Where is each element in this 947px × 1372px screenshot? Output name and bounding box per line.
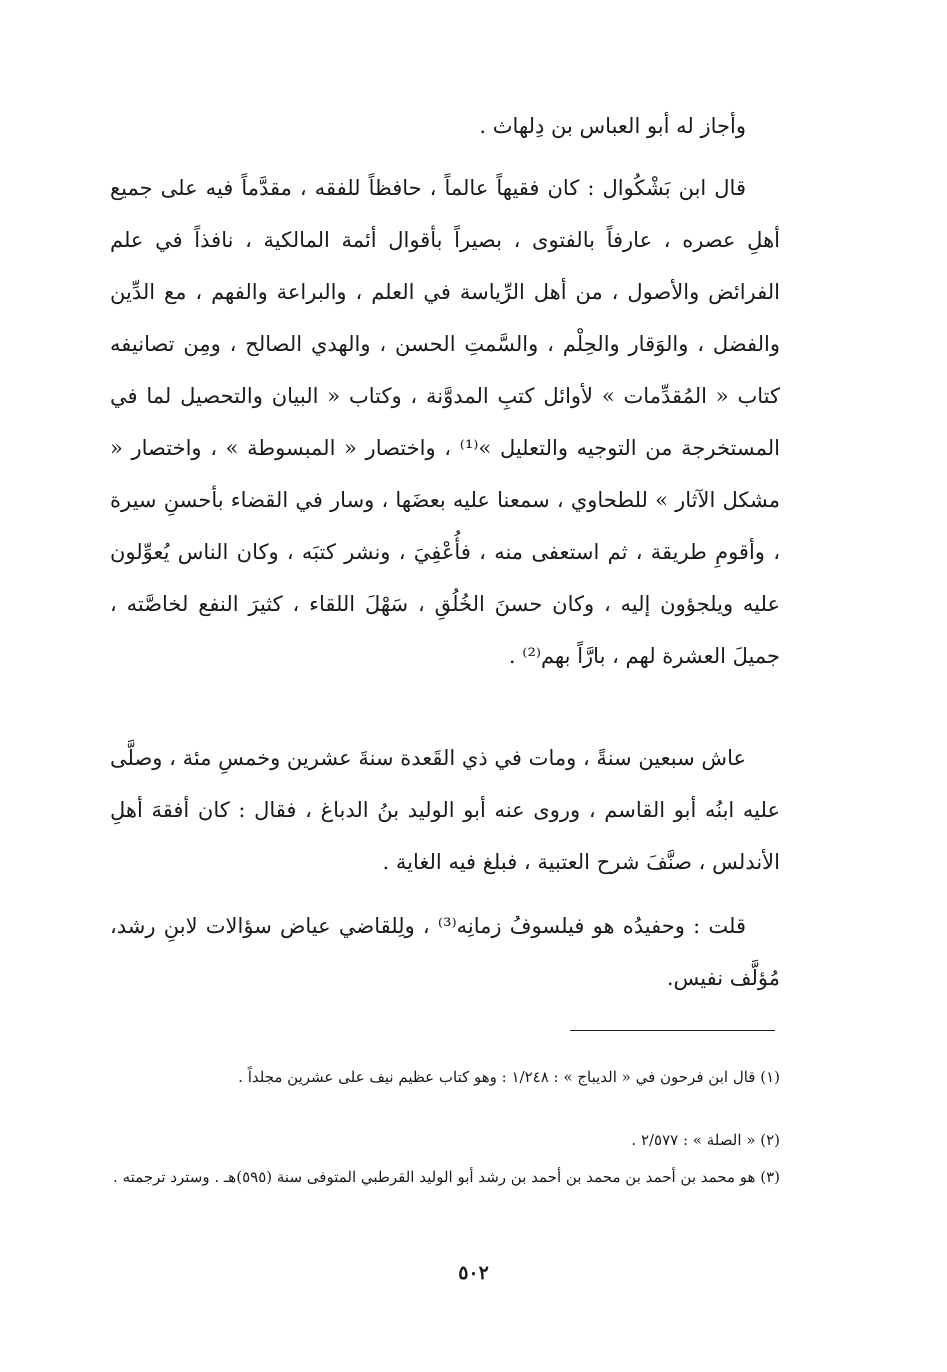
footnote-2: (٢) « الصلة » : ٢/٥٧٧ . <box>631 1131 780 1149</box>
paragraph-ijazah <box>110 100 780 152</box>
paragraph-ibn-bashkuwal-quote <box>110 162 780 682</box>
footnote-3: (٣) هو محمد بن أحمد بن محمد بن أحمد بن رشد أبو الوليد القرطبي المتوفى سنة (٥٩٥)هـ . وسترد ترجمته . <box>113 1168 780 1186</box>
page-number: ٥٠٢ <box>458 1262 489 1284</box>
paragraph-ijazah-text: وأجاز له أبو العباس بن دِلهاث . <box>479 114 746 138</box>
paragraph-author-note-text: قلت : وحفيدُه هو فيلسوفُ زمانِه⁽³⁾ ، ولِلقاضي عياض سؤالات لابنِ رشد، مُؤلَّف نفيس. <box>110 914 780 990</box>
paragraph-author-note <box>110 900 780 1004</box>
paragraph-ibn-bashkuwal-quote-text: قال ابن بَشْكُوال : كان فقيهاً عالماً ، حافظاً للفقه ، مقدَّماً فيه على جميع أهلِ عصره ، عارفاً بالفتوى ، بصيراً بأقوال أئمة المالكية ، نافذاً في علم الفرائض والأصول ، من أهل الرِّياسة في العلم ، والبراعة والفهم ، مع الدِّين والفضل ، والوَقار والحِلْم ، والسَّمتِ الحسن ، والهدي الصالح ، ومِن تصانيفه كتاب « المُقدِّمات » لأوائل كتبِ المدوَّنة ، وكتاب « البيان والتحصيل لما في المستخرجة من التوجيه والتعليل »⁽¹⁾ ، واختصار « المبسوطة » ، واختصار « مشكل الآثار » للطحاوي ، سمعنا عليه بعضَها ، وسار في القضاء بأحسنِ سيرة ، وأقومِ طريقة ، ثم استعفى منه ، فأُعْفِيَ ، ونشر كتبَه ، وكان الناس يُعوِّلون عليه ويلجؤون إليه ، وكان حسنَ الخُلُقِ ، سَهْلَ اللقاء ، كثيرَ النفع لخاصَّته ، جميلَ العشرة لهم ، بارَّاً بهم⁽²⁾ . <box>110 176 780 668</box>
footnote-1: (١) قال ابن فرحون في « الديباج » : ١/٢٤٨ : وهو كتاب عظيم نيف على عشرين مجلداً . <box>238 1068 780 1086</box>
paragraph-death-notice <box>110 732 780 888</box>
paragraph-death-notice-text: عاش سبعين سنةً ، ومات في ذي القَعدة سنةَ عشرين وخمسِ مئة ، وصلَّى عليه ابنُه أبو القاسم ، وروى عنه أبو الوليد بنُ الدباغ ، فقال : كان أفقهَ أهلِ الأندلس ، صنَّفَ شرح العتبية ، فبلغ فيه الغاية . <box>110 746 780 874</box>
footnote-separator-rule <box>570 1030 775 1031</box>
